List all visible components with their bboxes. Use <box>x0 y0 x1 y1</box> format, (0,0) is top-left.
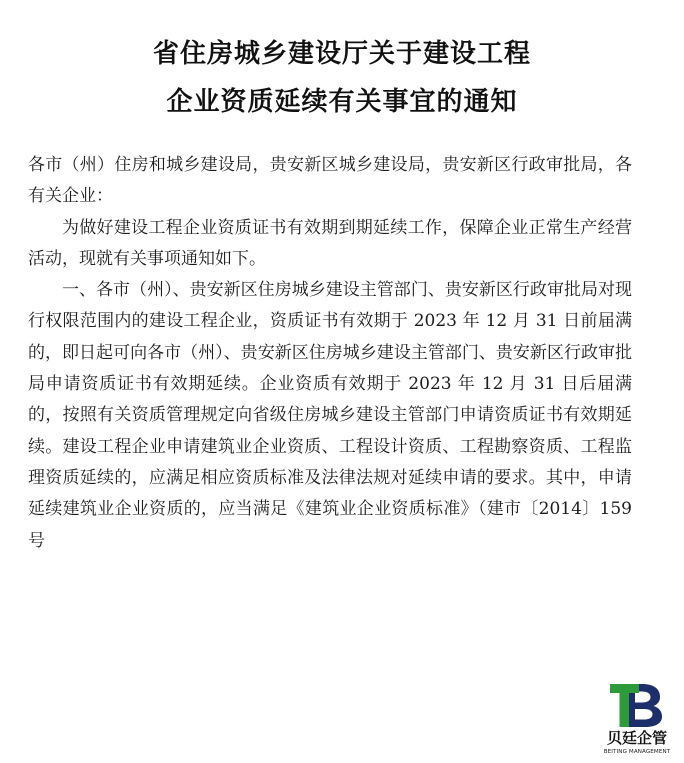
watermark-name: 贝廷企管 <box>606 729 667 747</box>
paragraph-intro: 为做好建设工程企业资质证书有效期到期延续工作，保障企业正常生产经营活动，现就有关事项通知如下。 <box>28 217 632 269</box>
watermark-subtitle: BEITING MANAGEMENT <box>603 749 671 755</box>
logo-mark-icon <box>608 678 666 728</box>
watermark-logo <box>594 678 680 760</box>
document-body <box>28 150 632 557</box>
title-line-2: 企业资质延续有关事宜的通知 <box>166 87 518 117</box>
salutation: 各市（州）住房和城乡建设局，贵安新区城乡建设局，贵安新区行政审批局，各有关企业： <box>28 155 632 207</box>
paragraph-item-1: 一、各市（州）、贵安新区住房城乡建设主管部门、贵安新区行政审批局对现行权限范围内的建设工程企业，资质证书有效期于 2023 年 12 月 31 日前届满的，即日起可向各市（州）、贵安新区住房城乡建设主管部门、贵安新区行政审批局申请资质证书有效期延续。企业资质有效期于 2023 年 12 月 31 日后届满的，按照有关资质管理规定向省级住房城乡建设主管部门申请资质证书有效期延续。建设工程企业申请建筑业企业资质、工程设计资质、工程勘察资质、工程监理资质延续的，应满足相应资质标准及法律法规对延续申请的要求。其中，申请延续建筑业企业资质的，应当满足《建筑业企业资质标准》（建市〔2014〕159 号 <box>28 280 632 551</box>
document-title <box>0 30 684 126</box>
title-line-1: 省住房城乡建设厅关于建设工程 <box>152 39 531 69</box>
